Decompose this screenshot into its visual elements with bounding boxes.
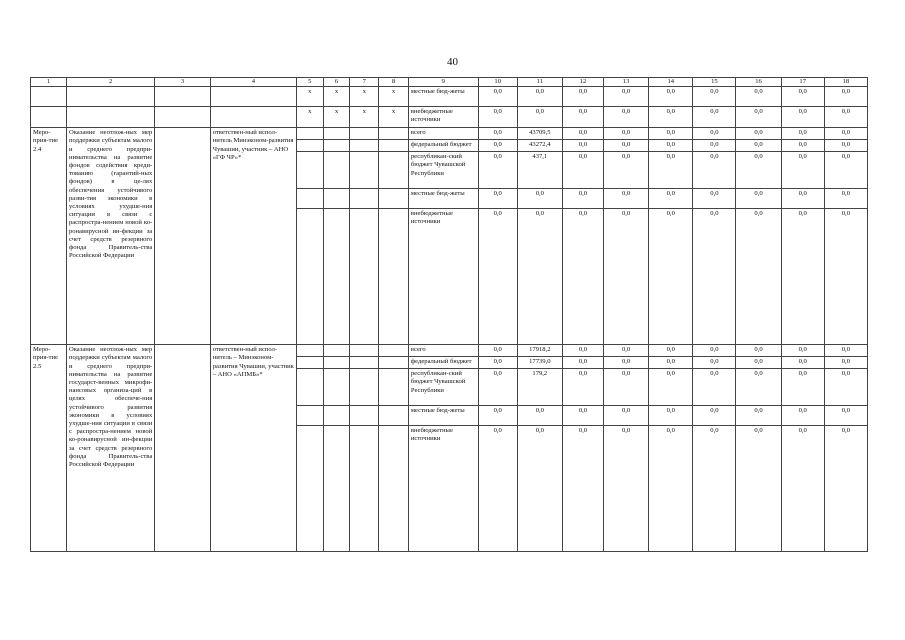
- value-cell: 0,0: [603, 406, 648, 426]
- value-cell: 0,0: [781, 152, 824, 189]
- empty-cell: [379, 369, 409, 406]
- value-cell: 0,0: [603, 189, 648, 209]
- column-header: 1: [31, 78, 67, 87]
- value-cell: 0,0: [781, 426, 824, 552]
- value-cell: 0,0: [824, 357, 867, 369]
- value-cell: 0,0: [693, 369, 736, 406]
- empty-cell: [350, 128, 379, 140]
- empty-cell: [296, 128, 323, 140]
- column-header: 17: [781, 78, 824, 87]
- value-cell: 0,0: [649, 189, 693, 209]
- continuation-row: [31, 87, 868, 107]
- value-cell: 0,0: [736, 107, 781, 128]
- funding-source-cell: федеральный бюджет: [408, 140, 478, 152]
- funding-source-cell: федеральный бюджет: [408, 357, 478, 369]
- empty-cell: [210, 107, 296, 128]
- value-cell: 0,0: [693, 357, 736, 369]
- value-cell: 0,0: [478, 426, 517, 552]
- empty-cell: [350, 369, 379, 406]
- value-cell: 0,0: [603, 209, 648, 345]
- value-cell: 0,0: [649, 128, 693, 140]
- value-cell: 0,0: [693, 140, 736, 152]
- empty-cell: [155, 107, 210, 128]
- column-header: 13: [603, 78, 648, 87]
- column-header: 12: [562, 78, 603, 87]
- empty-cell: [323, 345, 350, 357]
- budget-table: [30, 77, 868, 552]
- value-cell: 0,0: [824, 107, 867, 128]
- x-mark-cell: x: [350, 87, 379, 107]
- measure-executor: ответствен-ный испол-нитель Минэконом-развития Чувашии, участник – АНО «ГФ ЧР»*: [210, 128, 296, 345]
- value-cell: 0,0: [478, 107, 517, 128]
- value-cell: 0,0: [517, 189, 562, 209]
- value-cell: 0,0: [478, 128, 517, 140]
- empty-cell: [296, 189, 323, 209]
- value-cell: 0,0: [478, 152, 517, 189]
- empty-cell: [350, 426, 379, 552]
- value-cell: 0,0: [478, 369, 517, 406]
- empty-cell: [296, 209, 323, 345]
- empty-cell: [155, 345, 210, 552]
- value-cell: 0,0: [478, 406, 517, 426]
- empty-cell: [350, 140, 379, 152]
- value-cell: 0,0: [781, 209, 824, 345]
- value-cell: 0,0: [603, 128, 648, 140]
- value-cell: 0,0: [736, 152, 781, 189]
- measure-row: [31, 345, 868, 357]
- page-number: 40: [447, 56, 458, 68]
- value-cell: 0,0: [781, 406, 824, 426]
- funding-source-cell: республикан-ский бюджет Чувашской Республики: [408, 369, 478, 406]
- column-header: 18: [824, 78, 867, 87]
- value-cell: 0,0: [603, 140, 648, 152]
- value-cell: 0,0: [649, 426, 693, 552]
- value-cell: 0,0: [517, 426, 562, 552]
- value-cell: 0,0: [562, 189, 603, 209]
- empty-cell: [296, 369, 323, 406]
- value-cell: 0,0: [562, 140, 603, 152]
- measure-executor: ответствен-ный испол-нитель – Минэконом-развития Чувашии, участник – АНО «АПМБ»*: [210, 345, 296, 552]
- empty-cell: [350, 345, 379, 357]
- value-cell: 0,0: [562, 345, 603, 357]
- value-cell: 0,0: [736, 87, 781, 107]
- value-cell: 0,0: [478, 209, 517, 345]
- value-cell: 0,0: [649, 140, 693, 152]
- value-cell: 0,0: [649, 369, 693, 406]
- funding-source-cell: местные бюд-жеты: [408, 406, 478, 426]
- x-mark-cell: x: [323, 107, 350, 128]
- empty-cell: [323, 140, 350, 152]
- value-cell: 0,0: [824, 128, 867, 140]
- x-mark-cell: x: [296, 107, 323, 128]
- value-cell: 0,0: [478, 189, 517, 209]
- continuation-row: [31, 107, 868, 128]
- column-header: 2: [66, 78, 154, 87]
- empty-cell: [296, 345, 323, 357]
- value-cell: 0,0: [736, 406, 781, 426]
- value-cell: 0,0: [603, 152, 648, 189]
- value-cell: 43272,4: [517, 140, 562, 152]
- measure-label: Меро-прия-тие 2.4: [31, 128, 67, 345]
- value-cell: 0,0: [824, 406, 867, 426]
- column-header: 7: [350, 78, 379, 87]
- empty-cell: [296, 152, 323, 189]
- empty-cell: [350, 406, 379, 426]
- value-cell: 0,0: [517, 406, 562, 426]
- value-cell: 0,0: [649, 406, 693, 426]
- empty-cell: [296, 140, 323, 152]
- column-header: 11: [517, 78, 562, 87]
- value-cell: 0,0: [781, 357, 824, 369]
- measure-description: Оказание неотлож-ных мер поддержки субъектам малого и среднего предпри-нимательства на развитие государст-венных микрофи-нансовых организа-ций в целях обеспече-ния устойчивого развития экономики в условиях ухудше-ния ситуации в связи с распростра-нением новой ко-ронавирусной ин-фекции за счет средств резервного фонда Правитель-ства Российской Федерации: [66, 345, 154, 552]
- empty-cell: [323, 369, 350, 406]
- empty-cell: [379, 345, 409, 357]
- value-cell: 0,0: [693, 406, 736, 426]
- value-cell: 0,0: [562, 152, 603, 189]
- empty-cell: [350, 152, 379, 189]
- measure-label: Меро-прия-тие 2.5: [31, 345, 67, 552]
- value-cell: 0,0: [824, 140, 867, 152]
- value-cell: 0,0: [517, 87, 562, 107]
- empty-cell: [296, 406, 323, 426]
- value-cell: 0,0: [736, 426, 781, 552]
- value-cell: 0,0: [736, 189, 781, 209]
- value-cell: 0,0: [824, 152, 867, 189]
- value-cell: 0,0: [517, 107, 562, 128]
- value-cell: 0,0: [649, 152, 693, 189]
- empty-cell: [323, 357, 350, 369]
- column-header: 4: [210, 78, 296, 87]
- value-cell: 0,0: [736, 209, 781, 345]
- funding-source-cell: местные бюд-жеты: [408, 87, 478, 107]
- value-cell: 0,0: [781, 189, 824, 209]
- empty-cell: [210, 87, 296, 107]
- value-cell: 0,0: [781, 128, 824, 140]
- value-cell: 0,0: [562, 209, 603, 345]
- value-cell: 0,0: [824, 87, 867, 107]
- value-cell: 0,0: [562, 128, 603, 140]
- value-cell: 0,0: [562, 357, 603, 369]
- funding-source-cell: всего: [408, 345, 478, 357]
- value-cell: 0,0: [649, 107, 693, 128]
- value-cell: 0,0: [649, 209, 693, 345]
- value-cell: 0,0: [478, 357, 517, 369]
- column-header: 15: [693, 78, 736, 87]
- empty-cell: [350, 189, 379, 209]
- value-cell: 0,0: [824, 189, 867, 209]
- value-cell: 17739,0: [517, 357, 562, 369]
- empty-cell: [66, 87, 154, 107]
- empty-cell: [296, 426, 323, 552]
- value-cell: 0,0: [649, 357, 693, 369]
- empty-cell: [379, 189, 409, 209]
- empty-cell: [31, 107, 67, 128]
- value-cell: 0,0: [603, 426, 648, 552]
- funding-source-cell: местные бюд-жеты: [408, 189, 478, 209]
- empty-cell: [323, 128, 350, 140]
- value-cell: 0,0: [781, 87, 824, 107]
- value-cell: 0,0: [781, 107, 824, 128]
- empty-cell: [379, 140, 409, 152]
- empty-cell: [323, 209, 350, 345]
- value-cell: 0,0: [478, 345, 517, 357]
- empty-cell: [323, 189, 350, 209]
- value-cell: 0,0: [693, 152, 736, 189]
- measure-description: Оказание неотлож-ных мер поддержки субъектам малого и среднего предпри-нимательства на развитие фондов содействия креди-тованию (гарантий-ных фондов) в це-лях обеспечения устойчивого разви-тия экономики в условиях ухудше-ния ситуации в связи с распростра-нением новой ко-ронавирусной ин-фекции за счет средств резервного фонда Правитель-ства Российской Федерации: [66, 128, 154, 345]
- value-cell: 0,0: [562, 426, 603, 552]
- funding-source-cell: внебюджетные источники: [408, 426, 478, 552]
- column-header: 10: [478, 78, 517, 87]
- value-cell: 0,0: [603, 357, 648, 369]
- column-header: 9: [408, 78, 478, 87]
- value-cell: 0,0: [781, 140, 824, 152]
- empty-cell: [350, 357, 379, 369]
- x-mark-cell: x: [379, 107, 409, 128]
- value-cell: 0,0: [603, 345, 648, 357]
- empty-cell: [31, 87, 67, 107]
- empty-cell: [379, 128, 409, 140]
- empty-cell: [350, 209, 379, 345]
- x-mark-cell: x: [379, 87, 409, 107]
- value-cell: 0,0: [693, 87, 736, 107]
- x-mark-cell: x: [296, 87, 323, 107]
- empty-cell: [323, 406, 350, 426]
- value-cell: 0,0: [649, 87, 693, 107]
- value-cell: 0,0: [781, 369, 824, 406]
- value-cell: 0,0: [693, 128, 736, 140]
- empty-cell: [323, 152, 350, 189]
- column-header: 16: [736, 78, 781, 87]
- empty-cell: [66, 107, 154, 128]
- funding-source-cell: внебюджетные источники: [408, 209, 478, 345]
- empty-cell: [155, 128, 210, 345]
- empty-cell: [379, 357, 409, 369]
- value-cell: 0,0: [693, 209, 736, 345]
- empty-cell: [155, 87, 210, 107]
- value-cell: 0,0: [693, 426, 736, 552]
- value-cell: 0,0: [693, 189, 736, 209]
- value-cell: 0,0: [736, 128, 781, 140]
- measure-row: [31, 128, 868, 140]
- column-header: 8: [379, 78, 409, 87]
- column-header: 3: [155, 78, 210, 87]
- value-cell: 0,0: [824, 426, 867, 552]
- column-header: 6: [323, 78, 350, 87]
- value-cell: 437,1: [517, 152, 562, 189]
- x-mark-cell: x: [350, 107, 379, 128]
- empty-cell: [379, 426, 409, 552]
- funding-source-cell: внебюджетные источники: [408, 107, 478, 128]
- column-header: 14: [649, 78, 693, 87]
- value-cell: 0,0: [693, 107, 736, 128]
- value-cell: 0,0: [781, 345, 824, 357]
- empty-cell: [323, 426, 350, 552]
- value-cell: 0,0: [478, 140, 517, 152]
- value-cell: 0,0: [736, 357, 781, 369]
- value-cell: 0,0: [562, 369, 603, 406]
- value-cell: 0,0: [824, 209, 867, 345]
- value-cell: 179,2: [517, 369, 562, 406]
- value-cell: 0,0: [736, 345, 781, 357]
- value-cell: 0,0: [603, 369, 648, 406]
- value-cell: 0,0: [562, 87, 603, 107]
- funding-source-cell: республикан-ский бюджет Чувашской Республики: [408, 152, 478, 189]
- value-cell: 0,0: [736, 140, 781, 152]
- column-header: 5: [296, 78, 323, 87]
- value-cell: 0,0: [562, 406, 603, 426]
- value-cell: 0,0: [562, 107, 603, 128]
- value-cell: 0,0: [603, 87, 648, 107]
- value-cell: 0,0: [649, 345, 693, 357]
- value-cell: 17918,2: [517, 345, 562, 357]
- empty-cell: [379, 406, 409, 426]
- value-cell: 0,0: [693, 345, 736, 357]
- value-cell: 0,0: [824, 345, 867, 357]
- value-cell: 0,0: [603, 107, 648, 128]
- header-row: [31, 78, 868, 87]
- value-cell: 0,0: [824, 369, 867, 406]
- value-cell: 0,0: [478, 87, 517, 107]
- value-cell: 0,0: [736, 369, 781, 406]
- empty-cell: [296, 357, 323, 369]
- x-mark-cell: x: [323, 87, 350, 107]
- empty-cell: [379, 209, 409, 345]
- empty-cell: [379, 152, 409, 189]
- value-cell: 0,0: [517, 209, 562, 345]
- value-cell: 43709,5: [517, 128, 562, 140]
- funding-source-cell: всего: [408, 128, 478, 140]
